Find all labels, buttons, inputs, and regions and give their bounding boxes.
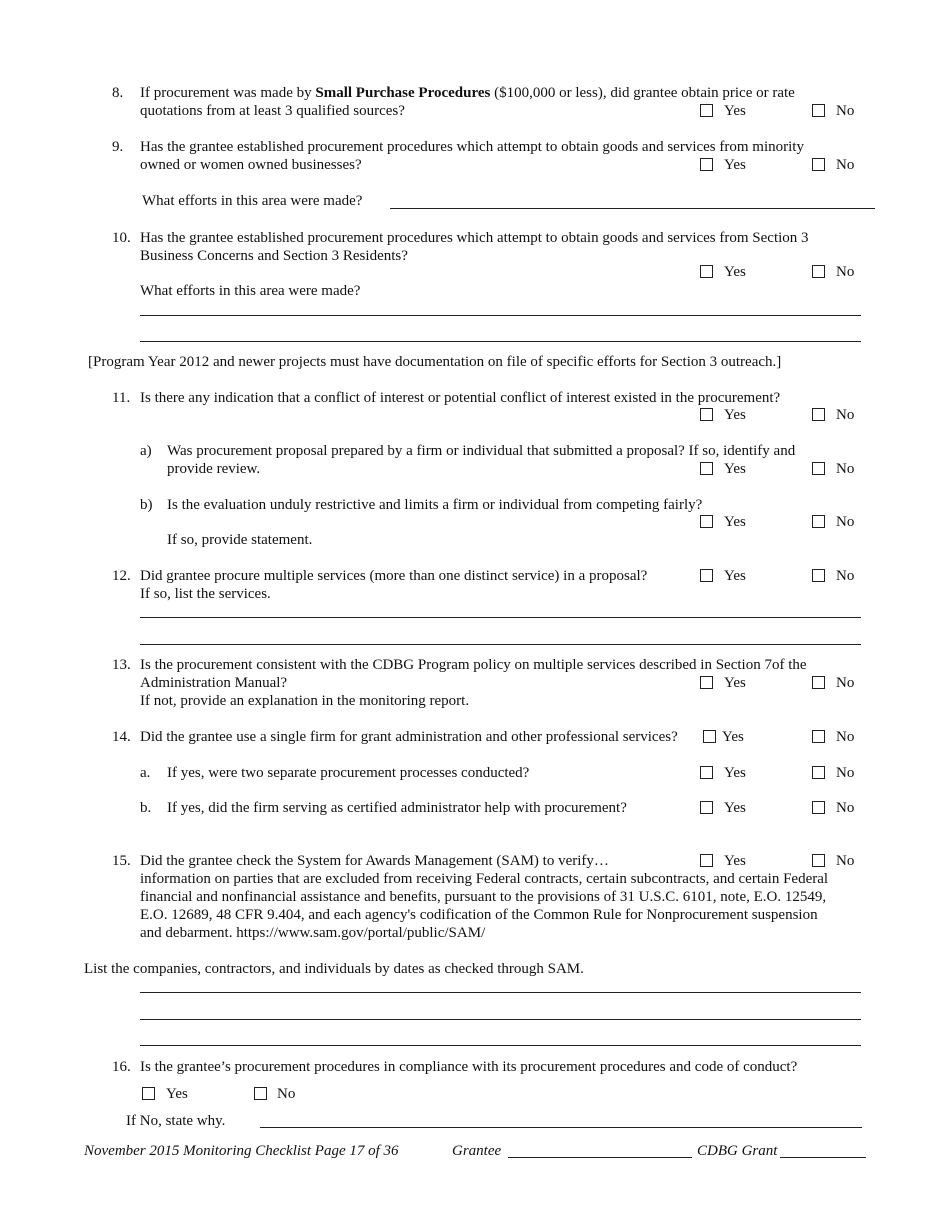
footer-grant-label: CDBG Grant: [697, 1143, 778, 1159]
q14a-yes-checkbox[interactable]: [700, 766, 713, 779]
q9-no-label: No: [836, 157, 855, 173]
q10-efforts-line-1[interactable]: [140, 315, 861, 316]
q8-number: 8.: [112, 85, 124, 101]
q14b-yes-checkbox[interactable]: [700, 801, 713, 814]
section3-note: [Program Year 2012 and newer projects must have documentation on file of specific efforts for Section 3 outreach.]: [88, 354, 782, 370]
q16-if-no-label: If No, state why.: [126, 1113, 226, 1129]
q16-if-no-line[interactable]: [260, 1127, 862, 1128]
q14b-text: If yes, did the firm serving as certified administrator help with procurement?: [167, 800, 627, 816]
footer-grantee-label: Grantee: [452, 1143, 502, 1159]
q10-text-line1: Has the grantee established procurement procedures which attempt to obtain goods and services from Section 3: [140, 230, 809, 246]
q13-text-line2: Administration Manual?: [140, 675, 288, 691]
q15-no-checkbox[interactable]: [812, 854, 825, 867]
q14a-no-checkbox[interactable]: [812, 766, 825, 779]
q11a-text-line2: provide review.: [167, 461, 261, 477]
q9-efforts-label: What efforts in this area were made?: [142, 193, 363, 209]
q11a-yes-label: Yes: [724, 461, 746, 477]
sam-list-instruction: List the companies, contractors, and individuals by dates as checked through SAM.: [84, 961, 584, 977]
q12-services-line-2[interactable]: [140, 644, 861, 645]
q14-yes-checkbox[interactable]: [703, 730, 716, 743]
q11-number: 11.: [112, 390, 131, 406]
q10-text-line2: Business Concerns and Section 3 Residents?: [140, 248, 408, 264]
q14b-no-checkbox[interactable]: [812, 801, 825, 814]
sam-list-line-1[interactable]: [140, 992, 861, 993]
sam-list-line-3[interactable]: [140, 1045, 861, 1046]
q10-number: 10.: [112, 230, 131, 246]
q14-text-line1: Did the grantee use a single firm for grant administration and other professional services?: [140, 729, 678, 745]
q16-yes-label: Yes: [166, 1086, 188, 1102]
q16-no-checkbox[interactable]: [254, 1087, 267, 1100]
q9-text-line1: Has the grantee established procurement procedures which attempt to obtain goods and services from minority: [140, 139, 804, 155]
q10-efforts-label: What efforts in this area were made?: [140, 283, 361, 299]
q14-number: 14.: [112, 729, 131, 745]
q12-services-line-1[interactable]: [140, 617, 861, 618]
q11-no-label: No: [836, 407, 855, 423]
q12-text-line2: If so, list the services.: [140, 586, 271, 602]
q11b-text-line1: Is the evaluation unduly restrictive and limits a firm or individual from competing fairly?: [167, 497, 703, 513]
q8-yes-checkbox[interactable]: [700, 104, 713, 117]
q9-yes-label: Yes: [724, 157, 746, 173]
q14b-yes-label: Yes: [724, 800, 746, 816]
q15-number: 15.: [112, 853, 131, 869]
q14b-label: b.: [140, 800, 152, 816]
q10-no-checkbox[interactable]: [812, 265, 825, 278]
q8-text-line2: quotations from at least 3 qualified sources?: [140, 103, 405, 119]
footer-grantee-line[interactable]: [508, 1157, 692, 1158]
q11b-text-line2: If so, provide statement.: [167, 532, 313, 548]
q14-no-checkbox[interactable]: [812, 730, 825, 743]
q13-text-line3: If not, provide an explanation in the monitoring report.: [140, 693, 470, 709]
footer-grant-line[interactable]: [780, 1157, 866, 1158]
q11-yes-checkbox[interactable]: [700, 408, 713, 421]
q14a-label: a.: [140, 765, 151, 781]
q16-yes-checkbox[interactable]: [142, 1087, 155, 1100]
q12-no-label: No: [836, 568, 855, 584]
q9-yes-checkbox[interactable]: [700, 158, 713, 171]
q9-no-checkbox[interactable]: [812, 158, 825, 171]
q8-text-line1: If procurement was made by Small Purchase Procedures ($100,000 or less), did grantee obtain price or rate: [140, 85, 795, 101]
q15-text-line3: financial and nonfinancial assistance and benefits, pursuant to the provisions of 31 U.S.C. 6101, note, E.O. 12549,: [140, 889, 827, 905]
q11a-label: a): [140, 443, 152, 459]
q12-number: 12.: [112, 568, 131, 584]
q12-yes-checkbox[interactable]: [700, 569, 713, 582]
q11a-no-checkbox[interactable]: [812, 462, 825, 475]
q11b-no-checkbox[interactable]: [812, 515, 825, 528]
q13-yes-label: Yes: [724, 675, 746, 691]
q15-text-line1: Did the grantee check the System for Awards Management (SAM) to verify…: [140, 853, 609, 869]
q15-text-line4: E.O. 12689, 48 CFR 9.404, and each agency's codification of the Common Rule for Nonprocurement suspension: [140, 907, 818, 923]
footer-page-info: November 2015 Monitoring Checklist Page 17 of 36: [84, 1143, 399, 1159]
q14a-text: If yes, were two separate procurement processes conducted?: [167, 765, 530, 781]
q16-no-label: No: [277, 1086, 296, 1102]
q13-text-line1: Is the procurement consistent with the CDBG Program policy on multiple services described in Section 7of the: [140, 657, 807, 673]
q8-no-checkbox[interactable]: [812, 104, 825, 117]
q13-no-label: No: [836, 675, 855, 691]
q15-text-line5: and debarment. https://www.sam.gov/portal/public/SAM/: [140, 925, 486, 941]
q11-yes-label: Yes: [724, 407, 746, 423]
q11-text-line1: Is there any indication that a conflict of interest or potential conflict of interest existed in the procurement?: [140, 390, 781, 406]
q9-number: 9.: [112, 139, 124, 155]
q13-no-checkbox[interactable]: [812, 676, 825, 689]
q10-yes-label: Yes: [724, 264, 746, 280]
sam-list-line-2[interactable]: [140, 1019, 861, 1020]
q11a-text-line1: Was procurement proposal prepared by a firm or individual that submitted a proposal? If so, identify and: [167, 443, 796, 459]
q10-efforts-line-2[interactable]: [140, 341, 861, 342]
q14a-no-label: No: [836, 765, 855, 781]
q12-yes-label: Yes: [724, 568, 746, 584]
q16-text-line1: Is the grantee’s procurement procedures in compliance with its procurement procedures and code of conduct?: [140, 1059, 798, 1075]
q15-text-line2: information on parties that are excluded from receiving Federal contracts, certain subcontracts, and certain Federal: [140, 871, 829, 887]
q14a-yes-label: Yes: [724, 765, 746, 781]
q12-text-line1: Did grantee procure multiple services (more than one distinct service) in a proposal?: [140, 568, 648, 584]
q11b-yes-checkbox[interactable]: [700, 515, 713, 528]
q15-yes-label: Yes: [724, 853, 746, 869]
q10-yes-checkbox[interactable]: [700, 265, 713, 278]
q11a-no-label: No: [836, 461, 855, 477]
q11b-no-label: No: [836, 514, 855, 530]
q13-yes-checkbox[interactable]: [700, 676, 713, 689]
q10-no-label: No: [836, 264, 855, 280]
q15-no-label: No: [836, 853, 855, 869]
q14b-no-label: No: [836, 800, 855, 816]
q8-yes-label: Yes: [724, 103, 746, 119]
q14-yes-label: Yes: [722, 729, 744, 745]
q9-efforts-line[interactable]: [390, 208, 875, 209]
q11a-yes-checkbox[interactable]: [700, 462, 713, 475]
q9-text-line2: owned or women owned businesses?: [140, 157, 362, 173]
q12-no-checkbox[interactable]: [812, 569, 825, 582]
q13-number: 13.: [112, 657, 131, 673]
q14-no-label: No: [836, 729, 855, 745]
q11-no-checkbox[interactable]: [812, 408, 825, 421]
q11b-yes-label: Yes: [724, 514, 746, 530]
q11b-label: b): [140, 497, 153, 513]
q15-yes-checkbox[interactable]: [700, 854, 713, 867]
q8-no-label: No: [836, 103, 855, 119]
q16-number: 16.: [112, 1059, 131, 1075]
